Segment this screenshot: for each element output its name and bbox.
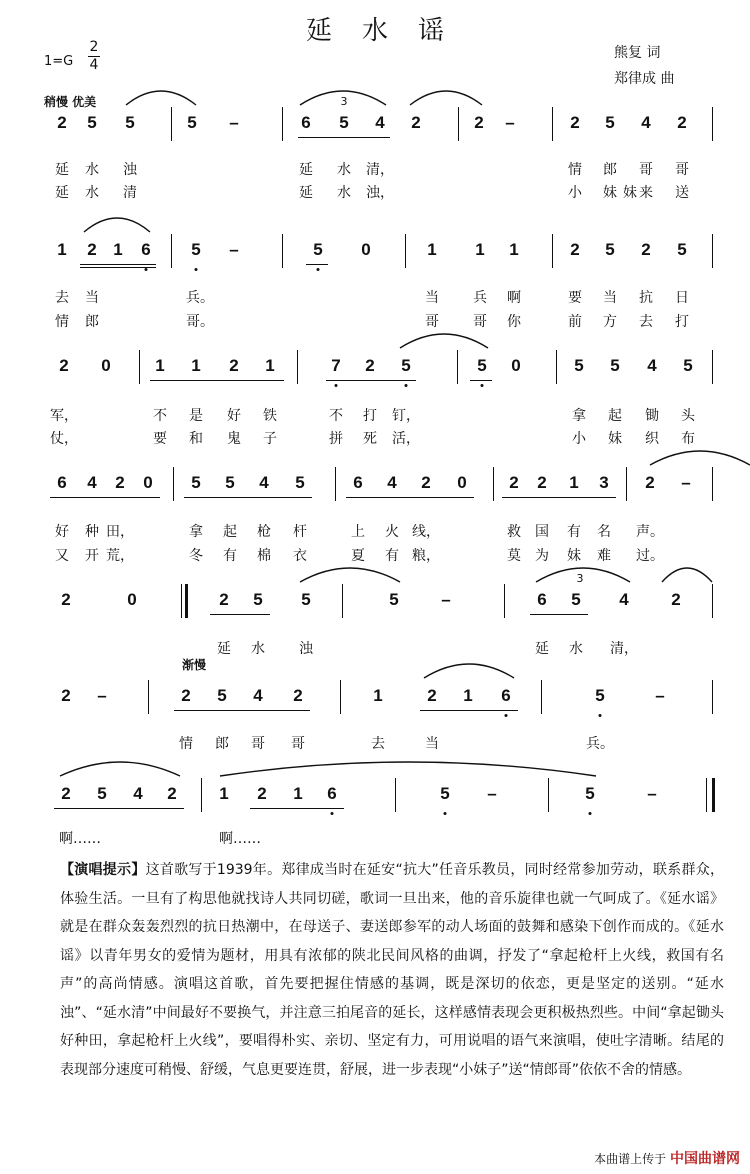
lyric-verse1: 拿 [189,524,203,540]
lyric-verse2: 妹 [603,185,617,201]
note: – [487,784,497,803]
lyric-verse1: 有 [567,524,581,540]
lyric-verse2: 冬 [189,548,203,564]
lyric-verse1: 当 [425,736,439,752]
lyric-verse1: 头 [681,408,695,424]
lyric-verse2: 延 [299,185,313,201]
lyric-verse1: 水 [85,162,99,178]
lyric-verse1: 拿 [572,408,586,424]
barline [297,350,298,384]
beam-underline [470,380,492,381]
note: 0 [101,356,111,375]
lyric-verse2: 要 [153,431,167,447]
note: 7 [331,356,341,375]
beam-underline [530,614,588,615]
note: 0 [127,590,137,609]
note: 5 [225,473,235,492]
beam-underline [502,497,616,498]
note: – [97,686,107,705]
note: 2 [427,686,437,705]
octave-dot-below [505,714,508,717]
note: 1 [155,356,165,375]
lyric-verse2: 浊， [366,185,394,201]
note: 5 [191,473,201,492]
note: 1 [191,356,201,375]
octave-dot-below [589,812,592,815]
lyric-verse2: 小 [572,431,586,447]
lyric-verse1: 起 [608,408,622,424]
lyric-verse1: 杆 [293,524,307,540]
lyric-verse1: 不 [329,408,343,424]
slur [650,451,750,465]
barline [712,107,713,141]
note: 2 [421,473,431,492]
lyric-verse2: 活， [392,431,420,447]
lyric-verse2: 开 [85,548,99,564]
note: 4 [253,686,263,705]
lyric-verse2: 妹 [623,185,637,201]
lyric-verse1: 延 [535,641,549,657]
note: – [229,113,239,132]
octave-dot-below [317,268,320,271]
beam-underline [250,808,344,809]
lyric-verse1: 情 [179,736,193,752]
beam-underline [306,264,328,265]
note: 5 [125,113,135,132]
lyric-verse2: 衣 [293,548,307,564]
note: 5 [610,356,620,375]
lyric-verse2: 延 [55,185,69,201]
beam-underline [298,137,390,138]
lyric-verse2: 死 [363,431,377,447]
lyric-verse2: 哥 [473,314,487,330]
note: 6 [327,784,337,803]
note: 5 [295,473,305,492]
lyric-verse2: 拼 [329,431,343,447]
lyric-verse1: 哥 [291,736,305,752]
slur [662,568,712,582]
lyric-verse1: 哥 [639,162,653,178]
octave-dot-below [145,268,148,271]
lyric-verse1: 兵。 [586,736,614,752]
note: 5 [605,240,615,259]
note: 4 [641,113,651,132]
barline [181,584,182,618]
note: 2 [411,113,421,132]
barline [712,584,713,618]
lyric-verse1: 哥 [675,162,689,178]
note: 5 [574,356,584,375]
lyric-verse2: 织 [645,431,659,447]
lyric-verse1: 浊 [299,641,313,657]
lyric-verse1: 延 [55,162,69,178]
note: 1 [219,784,229,803]
note: 5 [191,240,201,259]
note: 5 [571,590,581,609]
footer-site: 中国曲谱网 [670,1151,740,1167]
beam-underline [174,710,310,711]
note: 1 [569,473,579,492]
performance-tips [60,856,724,1084]
barline [493,467,494,501]
song-title: 延水谣 [305,16,474,46]
lyric-verse1: 水 [251,641,265,657]
octave-dot-below [405,384,408,387]
octave-dot-below [481,384,484,387]
note: – [229,240,239,259]
tips-text: 这首歌写于1939年。郑律成当时在延安“抗大”任音乐教员，同时经常参加劳动，联系群众，体验生活。一旦有了构思他就找诗人共同切磋，歌词一旦出来，他的音乐旋律也就一气呵成了。《延水谣》就是在群众轰轰烈烈的抗日热潮中，在母送子、妻送郎参军的动人场面的鼓舞和感染下创作而成的。《延水谣》以青年男女的爱情为题材，用具有浓郁的陕北民间风格的曲调，抒发了“拿起枪杆上火线，救国有名声”的高尚情感。演唱这首歌，首先要把握住情感的基调，既是深切的依恋，更是坚定的送别。“延水浊”、“延水清”中间最好不要换气，并注意三拍尾音的延长，这样感情表现会更积极热烈些。中间“拿起锄头好种田，拿起枪杆上火线”，要唱得朴实、亲切、坚定有力，可用说唱的语气来演唱，使吐字清晰。结尾的表现部分速度可稍慢、舒缓，气息更要连贯，舒展，进一步表现“小妹子”送“情郎哥”依依不舍的情感。 [60,862,725,1078]
lyric-verse1: 去 [371,736,385,752]
slur [300,568,400,582]
lyric-verse1: 军， [50,408,78,424]
lyric-verse1: 救 [507,524,521,540]
lyric-verse2: 难 [597,548,611,564]
note: 1 [509,240,519,259]
lyric-verse1: 要 [568,290,582,306]
lyric-verse1: 名 [597,524,611,540]
note: 2 [509,473,519,492]
beam-underline [184,497,312,498]
barline [340,680,341,714]
note: – [441,590,451,609]
barline [282,234,283,268]
octave-dot-below [599,714,602,717]
lyric-verse1: 郎 [215,736,229,752]
lyric-verse1: 种 [85,524,99,540]
lyric-verse1: 打 [363,408,377,424]
barline [171,234,172,268]
note: 2 [61,686,71,705]
note: 1 [427,240,437,259]
lyric-verse1: 铁 [263,408,277,424]
barline [171,107,172,141]
note: 5 [683,356,693,375]
lyric-verse1: 锄 [645,408,659,424]
time-bottom: 4 [89,57,99,73]
lyric-verse2: 粮， [412,548,440,564]
lyricist-credit: 熊复 词 [614,45,661,61]
note: – [681,473,691,492]
lyric-verse1: 国 [535,524,549,540]
lyric-verse1: 当 [603,290,617,306]
note: 1 [293,784,303,803]
note: 4 [133,784,143,803]
lyric-verse2: 方 [603,314,617,330]
lyric-verse1: 田， [106,524,134,540]
lyric-verse1: 水 [569,641,583,657]
note: 6 [141,240,151,259]
note: 5 [595,686,605,705]
lyric-verse2: 妹 [567,548,581,564]
lyric-verse2: 小 [568,185,582,201]
slur [400,334,488,348]
note: 0 [511,356,521,375]
note: 2 [181,686,191,705]
lyric-verse1: 声。 [636,524,664,540]
note: 2 [61,590,71,609]
lyric-verse1: 延 [299,162,313,178]
note: 5 [97,784,107,803]
note: 3 [599,473,609,492]
lyric-verse1: 兵。 [186,290,214,306]
lyric-verse2: 有 [385,548,399,564]
note: 1 [265,356,275,375]
footer-prefix: 本曲谱上传于 [594,1152,667,1166]
lyric-verse2: 夏 [351,548,365,564]
note: 2 [59,356,69,375]
triplet-mark: 3 [340,95,348,108]
note: 0 [457,473,467,492]
lyric-verse2: 去 [639,314,653,330]
lyric-verse1: 枪 [257,524,271,540]
tempo-change-marking: 渐慢 [182,658,207,672]
barline [556,350,557,384]
lyric-verse1: 水 [337,162,351,178]
lyric-verse1: 情 [568,162,582,178]
time-top: 2 [89,39,99,55]
note: 4 [259,473,269,492]
note: 5 [585,784,595,803]
barline [173,467,174,501]
barline [139,350,140,384]
note: 5 [401,356,411,375]
beam-underline [420,710,518,711]
lyric-verse1: 日 [675,290,689,306]
note: 2 [474,113,484,132]
note: 1 [463,686,473,705]
note: 1 [113,240,123,259]
note: 2 [115,473,125,492]
lyric-verse2: 打 [675,314,689,330]
note: 4 [619,590,629,609]
beam-underline [50,497,160,498]
lyric-verse2: 送 [675,185,689,201]
note: 4 [387,473,397,492]
barline [405,234,406,268]
note: 2 [61,784,71,803]
key-signature: 1=G [44,54,74,69]
barline [457,350,458,384]
lyric-verse1: 上 [351,524,365,540]
note: 1 [57,240,67,259]
note: 5 [253,590,263,609]
barline [342,584,343,618]
note: 2 [645,473,655,492]
note: 6 [501,686,511,705]
lyric-verse1: 清， [366,162,394,178]
barline [148,680,149,714]
note: 2 [365,356,375,375]
note: 5 [440,784,450,803]
lyric-verse2: 棉 [257,548,271,564]
note: 5 [87,113,97,132]
note: 2 [537,473,547,492]
barline [504,584,505,618]
note: 5 [677,240,687,259]
note: 2 [641,240,651,259]
lyric-verse2: 过。 [636,548,664,564]
composer-credit: 郑律成 曲 [614,71,675,87]
lyric-verse1: 好 [55,524,69,540]
note: 2 [87,240,97,259]
note: – [655,686,665,705]
lyric-verse2: 清 [123,185,137,201]
note: 2 [167,784,177,803]
note: 5 [187,113,197,132]
slur [424,664,514,678]
note: 2 [229,356,239,375]
lyric-verse2: 荒， [106,548,134,564]
note: 0 [361,240,371,259]
lyric-verse2: 为 [535,548,549,564]
beam-underline [150,380,284,381]
octave-dot-below [195,268,198,271]
barline [712,234,713,268]
lyric-verse1: 火 [385,524,399,540]
lyric-verse2: 水 [337,185,351,201]
lyric-verse2: 郎 [85,314,99,330]
note: 2 [677,113,687,132]
octave-dot-below [335,384,338,387]
slur [60,762,180,776]
note: 5 [217,686,227,705]
repeat-bar [185,584,188,618]
note: 2 [570,240,580,259]
note: 5 [605,113,615,132]
note: 2 [671,590,681,609]
lyric-verse1: 去 [55,290,69,306]
note: 2 [570,113,580,132]
slur [126,91,196,105]
barline [712,467,713,501]
note: 2 [293,686,303,705]
note: 6 [353,473,363,492]
lyric-verse1: 不 [153,408,167,424]
note: 1 [475,240,485,259]
barline [541,680,542,714]
lyric-verse1: 好 [227,408,241,424]
lyric-verse2: 有 [223,548,237,564]
barline [552,107,553,141]
lyric-verse2: 和 [189,431,203,447]
beam-underline [210,614,270,615]
note: 5 [301,590,311,609]
lyric-verse1: 兵 [473,290,487,306]
note: 5 [477,356,487,375]
barline [458,107,459,141]
lyric-verse2: 情 [55,314,69,330]
barline [712,680,713,714]
lyric-verse2: 妹 [608,431,622,447]
barline [552,234,553,268]
tempo-marking: 稍慢 优美 [44,95,97,109]
note: 4 [647,356,657,375]
lyric-verse1: 郎 [603,162,617,178]
lyric-verse1: 清， [610,641,638,657]
note: 5 [389,590,399,609]
lyric-verse1: 起 [223,524,237,540]
note: 4 [375,113,385,132]
octave-dot-below [444,812,447,815]
slur [220,762,596,776]
note: – [647,784,657,803]
barline [548,778,549,812]
lyric-verse2: 又 [55,548,69,564]
lyric-verse1: 啊 [507,290,521,306]
lyric-verse1: 延 [217,641,231,657]
slur [410,91,482,105]
slur [84,218,150,232]
lyric-verse2: 前 [568,314,582,330]
lyric-verse2: 鬼 [227,431,241,447]
footer [594,1148,740,1168]
triplet-mark: 3 [576,572,584,585]
note: 0 [143,473,153,492]
barline [706,778,707,812]
lyric-verse2: 布 [681,431,695,447]
barline [201,778,202,812]
lyric-verse2: 哥 [425,314,439,330]
barline [335,467,336,501]
tips-label: 【演唱提示】 [60,862,146,878]
note: 6 [301,113,311,132]
note: 1 [373,686,383,705]
octave-dot-below [331,812,334,815]
note: 6 [537,590,547,609]
lyric-verse1: 浊 [123,162,137,178]
note: 2 [57,113,67,132]
barline [395,778,396,812]
beam-underline [326,380,416,381]
beam-underline [346,497,474,498]
lyric-verse1: 当 [85,290,99,306]
barline [712,778,715,812]
lyric-verse2: 水 [85,185,99,201]
beam-underline [80,264,156,265]
lyric-verse2: 来 [639,185,653,201]
lyric-verse1: 抗 [639,290,653,306]
lyric-verse2: 莫 [507,548,521,564]
lyric-verse2: 你 [507,314,521,330]
note: 5 [313,240,323,259]
note: 5 [339,113,349,132]
note: 2 [219,590,229,609]
lyric-verse1: 是 [189,408,203,424]
barline [712,350,713,384]
note: 6 [57,473,67,492]
barline [626,467,627,501]
lyric-verse2: 子 [263,431,277,447]
lyric-verse1: 啊…… [219,831,261,847]
lyric-verse1: 钉， [392,408,420,424]
lyric-verse1: 当 [425,290,439,306]
barline [282,107,283,141]
lyric-verse1: 哥 [251,736,265,752]
lyric-verse1: 线， [412,524,440,540]
lyric-verse2: 哥。 [186,314,214,330]
note: 4 [87,473,97,492]
lyric-verse2: 仗， [50,431,78,447]
lyric-verse1: 啊…… [59,831,101,847]
note: – [505,113,515,132]
note: 2 [257,784,267,803]
beam-underline [54,808,184,809]
